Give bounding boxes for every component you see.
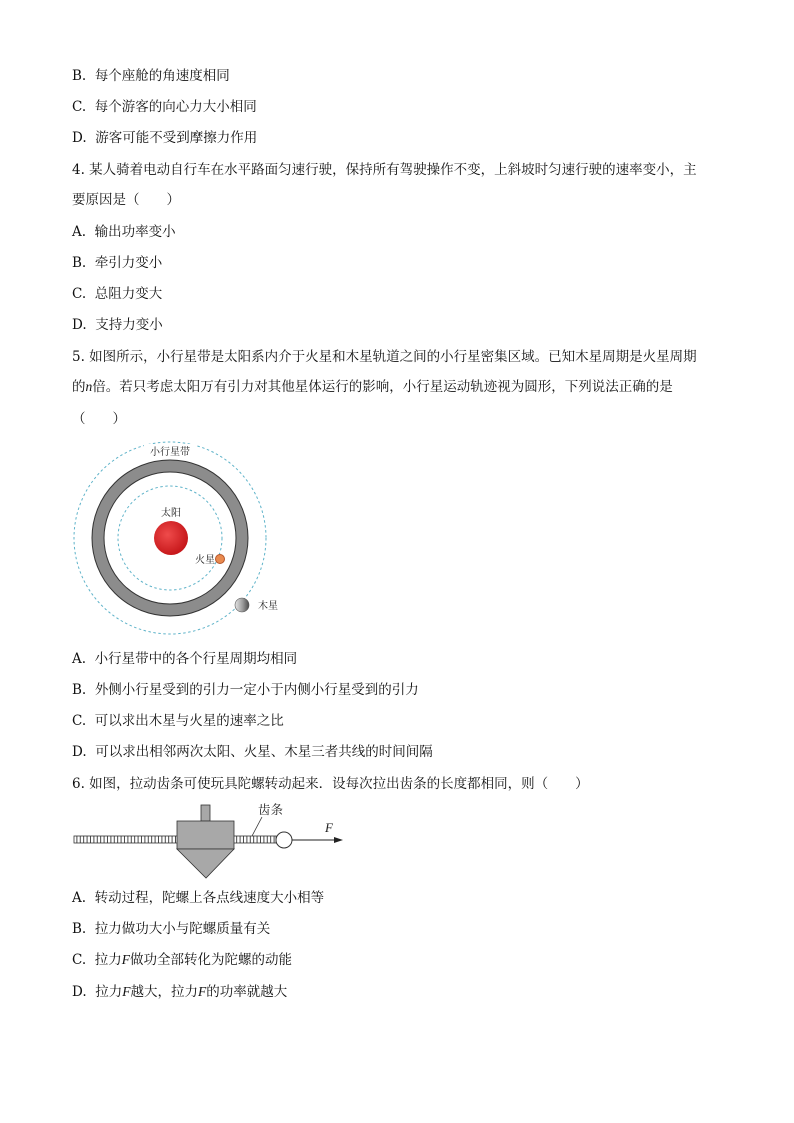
jupiter <box>235 598 249 612</box>
q3-option-b: B. 每个座舱的角速度相同 <box>72 68 230 84</box>
q6-option-a: A. 转动过程，陀螺上各点线速度大小相等 <box>72 890 325 906</box>
q5-stem-line1: 5. 如图所示，小行星带是太阳系内介于火星和木星轨道之间的小行星密集区域。已知木星周期是火星周期 <box>72 349 697 365</box>
q6-option-b: B. 拉力做功大小与陀螺质量有关 <box>72 921 271 937</box>
q3-option-d: D. 游客可能不受到摩擦力作用 <box>72 130 258 146</box>
asteroid-belt-label: 小行星带 <box>150 447 190 458</box>
q4-option-a: A. 输出功率变小 <box>72 224 176 240</box>
top-shaft <box>201 805 210 821</box>
force-arrowhead <box>334 837 343 843</box>
q5-option-d: D. 可以求出相邻两次太阳、火星、木星三者共线的时间间隔 <box>72 744 433 760</box>
sun-label: 太阳 <box>161 508 181 519</box>
q5-stem-line2: 的n倍。若只考虑太阳万有引力对其他星体运行的影响，小行星运动轨迹视为圆形，下列说法正确的是 <box>72 379 673 395</box>
rack-label: 齿条 <box>258 802 284 817</box>
rack-ring <box>276 832 292 848</box>
mars <box>216 555 225 564</box>
q3-option-c: C. 每个游客的向心力大小相同 <box>72 99 257 115</box>
q4-option-c: C. 总阻力变大 <box>72 286 163 302</box>
spinning-top-figure <box>72 800 362 882</box>
q4-stem-line1: 4. 某人骑着电动自行车在水平路面匀速行驶，保持所有驾驶操作不变，上斜坡时匀速行驶的速率变小，主 <box>72 162 697 178</box>
jupiter-label: 木星 <box>258 601 278 612</box>
top-cone <box>177 849 234 878</box>
q4-option-b: B. 牵引力变小 <box>72 255 163 271</box>
q4-stem-line2: 要原因是（ ） <box>72 192 180 208</box>
rack-bar <box>74 836 276 843</box>
solar-system-figure <box>80 440 310 640</box>
top-body <box>177 821 234 849</box>
q6-option-d: D. 拉力F越大，拉力F的功率就越大 <box>72 984 288 1000</box>
q5-stem-line3: （ ） <box>72 411 126 427</box>
q5-option-a: A. 小行星带中的各个行星周期均相同 <box>72 651 298 667</box>
q6-stem: 6. 如图，拉动齿条可使玩具陀螺转动起来．设每次拉出齿条的长度都相同，则（ ） <box>72 776 589 792</box>
q5-option-c: C. 可以求出木星与火星的速率之比 <box>72 713 284 729</box>
sun <box>154 521 188 555</box>
q4-option-d: D. 支持力变小 <box>72 317 163 333</box>
q6-option-c: C. 拉力F做功全部转化为陀螺的动能 <box>72 952 292 968</box>
mars-label: 火星 <box>195 555 215 566</box>
variable-n: n <box>85 379 93 394</box>
force-label: F <box>325 820 333 835</box>
q5-option-b: B. 外侧小行星受到的引力一定小于内侧小行星受到的引力 <box>72 682 419 698</box>
